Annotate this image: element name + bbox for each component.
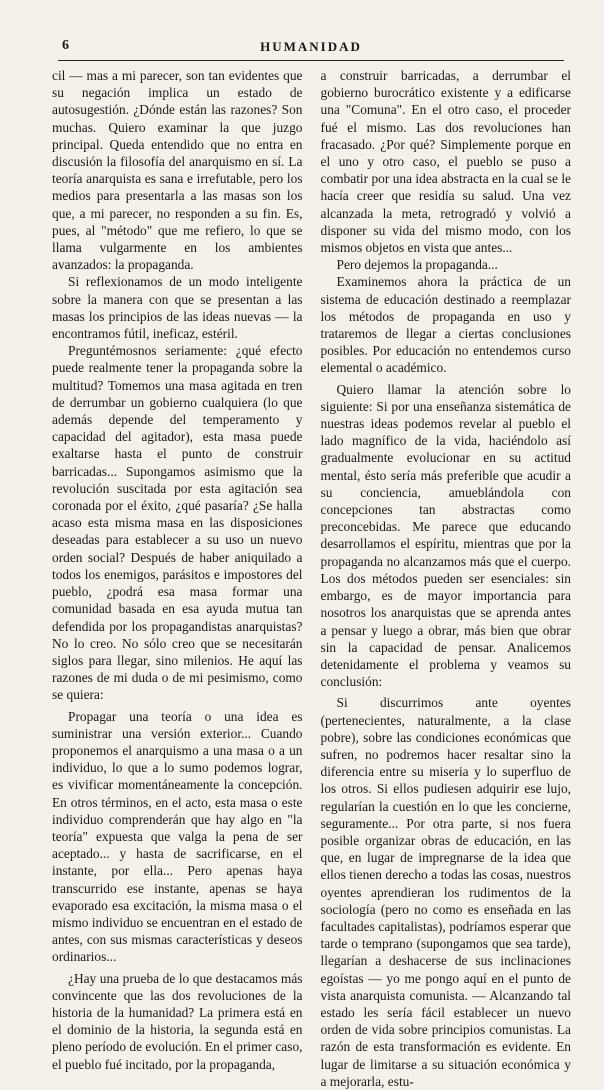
paragraph: Propagar una teoría o una idea es suministrar una versión exterior... Cuando proponemos el anarquismo a una masa o a un individuo, lo que a lo sumo podemos lograr, es vivificar momentáneamente la concepción. En otros términos, en el acto, esta masa o este individuo comprenderán que hay algo en "la teoría" expuesta que valga la pena de ser aceptado... y hasta de sacrificarse, en el instante, por ella... Pero apenas haya transcurrido ese instante, apenas se haya evaporado esa excitación, la misma masa o el mismo individuo se encuentran en el estado de antes, con sus mismas características y deseos ordinarios... [52,708,303,965]
left-column [52,67,303,1072]
paragraph: Preguntémosnos seriamente: ¿qué efecto puede realmente tener la propaganda sobre la multitud? Tomemos una masa agitada en tren de derrumbar un gobierno cualquiera (lo que además depende del temperamento y capacidad del agitador), esta masa puede exaltarse hasta el punto de construir barricadas... Supongamos asimismo que la revolución suscitada por esta agitación sea coronada por el éxito, ¿qué pasaría? ¿Se halla acaso esta misma masa en las disposiciones deseadas para establecer a su uso un nuevo orden social? Después de haber aniquilado a todos los enemigos, parásitos e impostores del pueblo, ¿podrá esa masa formar una comunidad basada en esa ayuda mutua tan defendida por los propagandistas anarquistas? No lo creo. No sólo creo que se necesitarán siglos para llegar, sino milenios. He aquí las razones de mi duda o de mi pesimismo, como se quiera: [52,343,303,703]
paragraph: Pero dejemos la propaganda... [336,257,498,273]
paragraph: Si discurrimos ante oyentes (pertenecientes, naturalmente, a la clase pobre), sobre las condiciones económicas que sufren, no podremos hacer resaltar sino la diferencia entre su miseria y lo superfluo de los otros. Si ellos pudiesen adquirir ese lujo, regularían la cuestión en lo que les concierne, seguramente... Por otra parte, si nos fuera posible organizar obras de educación, en las que, en lugar de impregnarse de la idea que ellos tienen derecho a todas las cosas, nuestros oyentes aprendieran los rudimentos de la sociología (pero no como es enseñada en las facultades capitalistas), podríamos esperar que tarde o temprano (supongamos que sea tarde), llegarían a deshacerse de sus inclinaciones egoístas — yo me pongo aquí en el punto de vista anarquista comunista. — Alcanzando tal estado les sería fácil establecer un nuevo orden de vida sobre principios comunistas. La razón de esta transformación es evidente. En lugar de limitarse a su situación económica y a mejorarla, estu- [320,695,571,1089]
paragraph: Quiero llamar la atención sobre lo siguiente: Si por una enseñanza sistemática de nuestras ideas podemos revelar al pueblo el lado magnífico de la vida, haciéndolo así gradualmente evolucionar en su actitud mental, ésto sería más preferible que acudir a su conciencia, amueblándola con concepciones tan abstractas como preconcebidas. Me parece que educando desarrollamos el espíritu, mientras que por la propaganda no alcanzamos más que el cuerpo. Los dos métodos pueden ser esenciales: sin embargo, es de mayor importancia para nosotros los anarquistas que se aprenda antes a pensar y luego a obrar, más bien que obrar sin la capacidad de pensar. Analicemos detenidamente el problema y veamos su conclusión: [320,381,571,690]
page-header [60,38,562,56]
running-title: HUMANIDAD [260,39,362,54]
paragraph: Examinemos ahora la práctica de un sistema de educación destinado a reemplazar los métodos de propaganda en uso y trataremos de llegar a ciertas conclusiones posibles. Por educación no entendemos curso elemental o académico. [320,274,571,376]
paragraph: Si reflexionamos de un modo inteligente sobre la manera con que se presentan a las masas los principios de las ideas nuevas — la encontramos fútil, ineficaz, estéril. [52,274,303,342]
page-number: 6 [62,38,69,53]
header-rule [58,60,564,61]
paragraph: ¿Hay una prueba de lo que destacamos más convincente que las dos revoluciones de la historia de la humanidad? La primera está en el dominio de la historia, la segunda está en pleno período de evolución. En el primer caso, el pueblo fué incitado, por la propaganda, [52,970,303,1072]
right-column [320,67,572,1089]
paragraph: cil — mas a mi parecer, son tan evidentes que su negación implica un estado de autosugestión. ¿Dónde están las razones? Son muchas. Quiero examinar la que juzgo principal. Queda entendido que no entra en discusión la filosofía del anarquismo en sí. La teoría anarquista es sana e irrefutable, pero los medios para presentarla a las masas son los que, a mi parecer, no responden a su fin. Es, pues, al "método" que me refiero, lo que se llama vulgarmente en los ambientes avanzados: la propaganda. [52,68,303,273]
paragraph: a construir barricadas, a derrumbar el gobierno burocrático existente y a edificarse una "Comuna". En el otro caso, el proceder fué el mismo. Las dos revoluciones han fracasado. ¿Por qué? Simplemente porque en el uno y otro caso, el pueblo se puso a combatir por una idea abstracta en la cual se le hacía creer que residía su salud. Una vez alcanzada la meta, retrogradó y volvió a disponer su vida del mismo modo, con los mismos objetos en vista que antes... [320,68,571,256]
text-columns [52,67,571,1089]
